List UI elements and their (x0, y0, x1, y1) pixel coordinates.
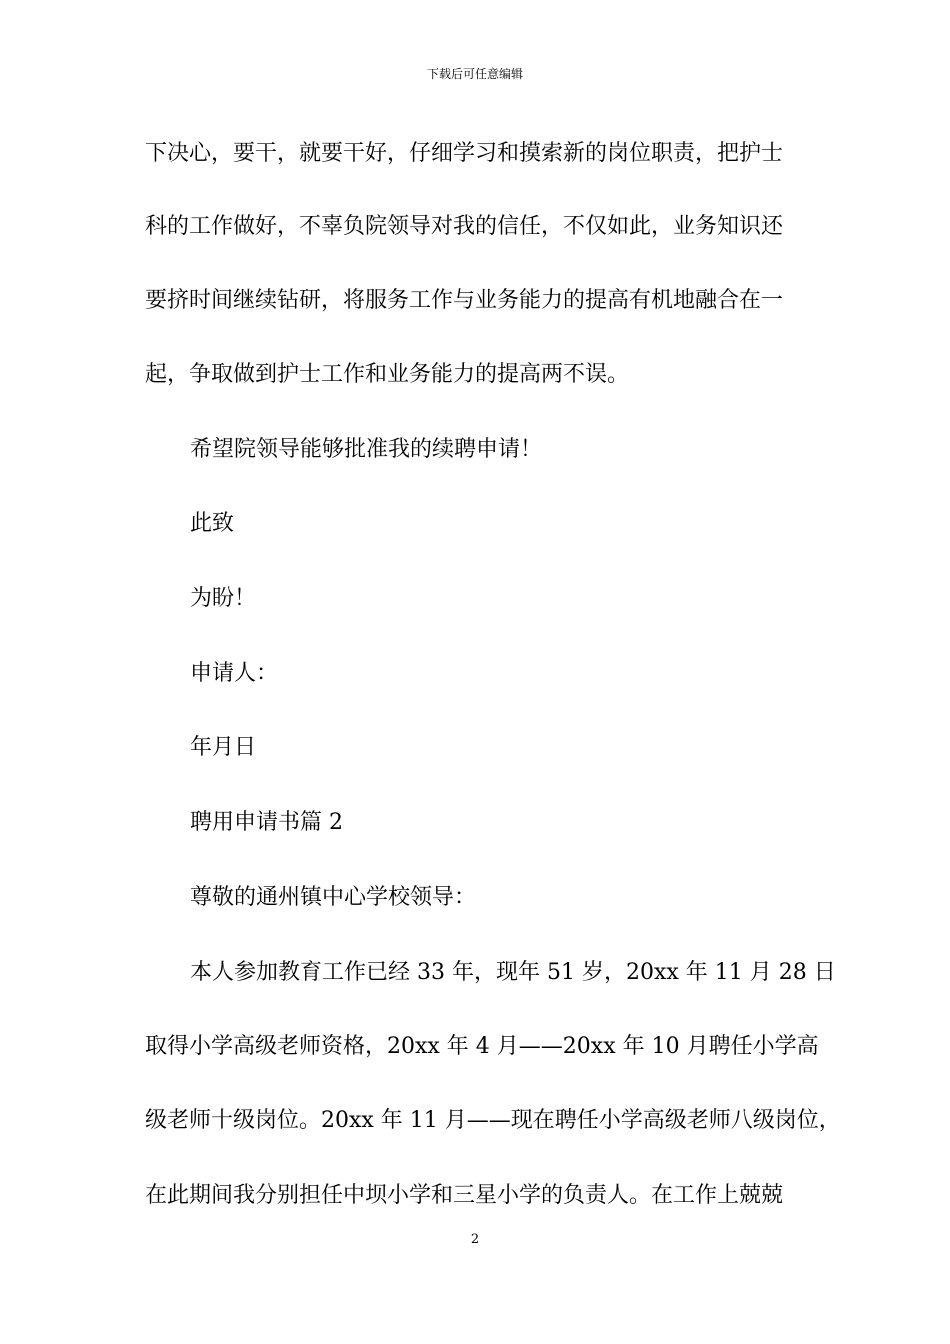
closing-weipan: 为盼！ (190, 586, 257, 611)
date-label: 年月日 (190, 735, 257, 760)
body-line-4: 起，争取做到护士工作和业务能力的提高两不误。 (145, 362, 630, 387)
body-line-3: 要挤时间继续钻研，将服务工作与业务能力的提高有机地融合在一 (145, 288, 784, 313)
applicant-label: 申请人： (190, 661, 279, 686)
body-line-13: 取得小学高级老师资格，20xx 年 4 月——20xx 年 10 月聘任小学高 (145, 1034, 819, 1059)
body-line-14: 级老师十级岗位。20xx 年 11 月——现在聘任小学高级老师八级岗位， (145, 1108, 841, 1133)
section-title: 聘用申请书篇 2 (190, 810, 343, 835)
body-line-15: 在此期间我分别担任中坝小学和三星小学的负责人。在工作上兢兢 (145, 1183, 784, 1208)
page-number: 2 (470, 1232, 480, 1247)
body-line-2: 科的工作做好，不辜负院领导对我的信任，不仅如此，业务知识还 (145, 214, 784, 239)
page-header-note: 下载后可任意编辑 (426, 67, 523, 81)
body-line-12: 本人参加教育工作已经 33 年，现年 51 岁，20xx 年 11 月 28 日 (190, 960, 836, 985)
closing-cizhi: 此致 (190, 511, 235, 536)
body-line-5: 希望院领导能够批准我的续聘申请！ (190, 437, 543, 462)
salutation: 尊敬的通州镇中心学校领导： (190, 885, 477, 910)
body-line-1: 下决心，要干，就要干好，仔细学习和摸索新的岗位职责，把护士 (145, 141, 784, 166)
